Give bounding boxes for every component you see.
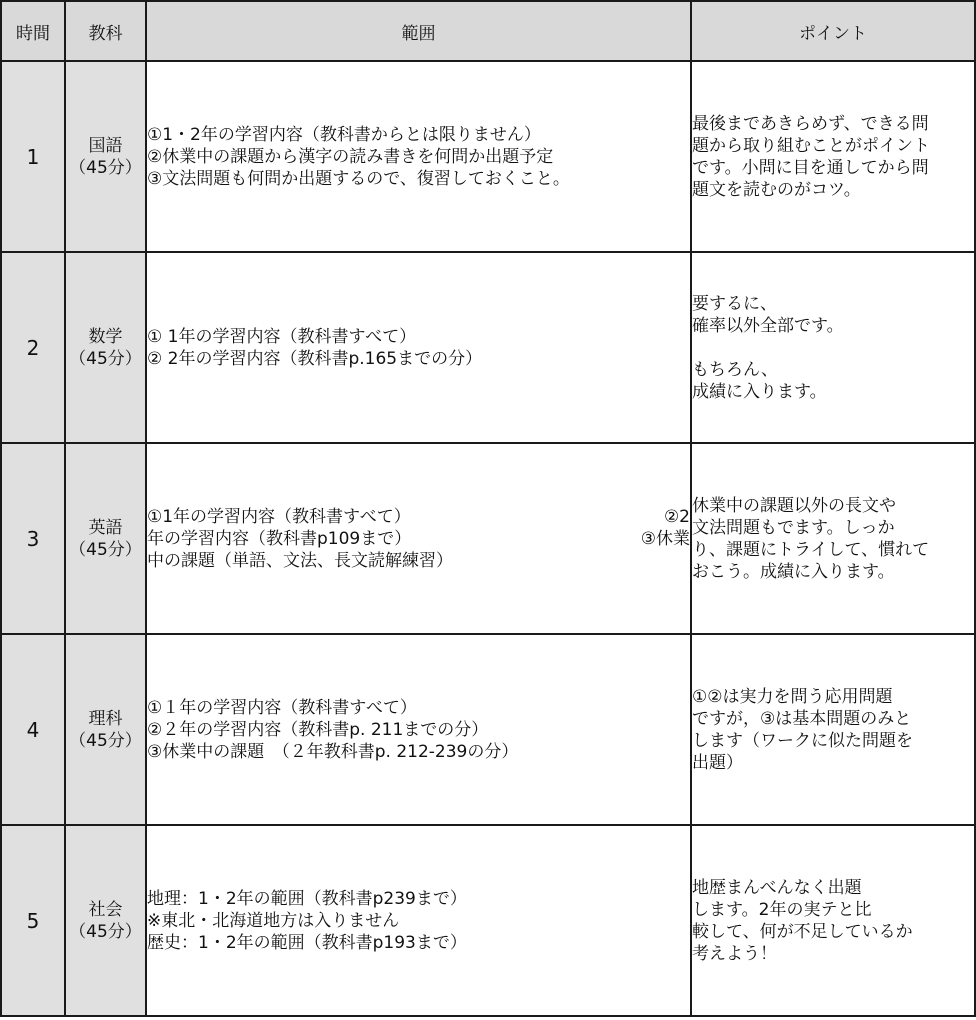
subject-cell — [65, 825, 146, 1016]
point-line: です。小問に目を通してから問 — [692, 157, 929, 178]
period-cell: 3 — [1, 443, 65, 634]
table-row — [1, 634, 975, 825]
range-line: ②休業中の課題から漢字の読み書きを何問か出題予定 — [147, 146, 554, 167]
range-line: ③休業中の課題 （２年教科書p. 212-239の分） — [147, 741, 519, 762]
point-line: 地歴まんべんなく出題 — [692, 877, 862, 898]
header-range: 範囲 — [146, 1, 691, 61]
range-line: ※東北・北海道地方は入りません — [147, 910, 400, 931]
table-header — [1, 1, 975, 61]
table-row — [1, 825, 975, 1016]
table-row — [1, 252, 975, 443]
range-line: ①1年の学習内容（教科書すべて） — [147, 506, 411, 527]
range-line: ② 2年の学習内容（教科書p.165までの分） — [147, 348, 483, 369]
range-line: ③文法問題も何問か出題するので、復習しておくこと。 — [147, 168, 570, 189]
subject-duration: （45分） — [69, 348, 142, 369]
subject-cell — [65, 634, 146, 825]
range-line-tail: ③休業 — [640, 528, 690, 549]
point-cell — [691, 252, 975, 443]
subject-duration: （45分） — [69, 730, 142, 751]
range-cell — [146, 252, 691, 443]
header-point: ポイント — [691, 1, 975, 61]
header-period: 時間 — [1, 1, 65, 61]
range-cell — [146, 825, 691, 1016]
point-line: ①②は実力を問う応用問題 — [692, 686, 893, 707]
header-subject: 教科 — [65, 1, 146, 61]
point-line: します。2年の実テと比 — [692, 899, 872, 920]
subject-cell — [65, 61, 146, 252]
point-line: 考えよう！ — [692, 943, 777, 964]
table-body — [1, 61, 975, 1016]
point-line: 最後まであきらめず、できる問 — [692, 113, 929, 134]
range-line: 地理：1・2年の範囲（教科書p239まで） — [147, 888, 467, 909]
point-line: 題から取り組むことがポイント — [692, 135, 930, 156]
point-line: 較して、何が不足しているか — [692, 921, 913, 942]
period-cell: 1 — [1, 61, 65, 252]
range-cell — [146, 61, 691, 252]
subject-name: 理科 — [88, 708, 123, 729]
subject-cell — [65, 252, 146, 443]
point-line: 確率以外全部です。 — [692, 315, 844, 336]
range-line: ①１年の学習内容（教科書すべて） — [147, 697, 417, 718]
period-cell: 4 — [1, 634, 65, 825]
subject-duration: （45分） — [69, 921, 142, 942]
subject-duration: （45分） — [69, 157, 142, 178]
subject-name: 国語 — [88, 135, 123, 156]
point-line: 成績に入ります。 — [692, 381, 827, 402]
period-cell: 2 — [1, 252, 65, 443]
range-cell — [146, 634, 691, 825]
point-line: もちろん、 — [692, 359, 779, 380]
header-row — [1, 1, 975, 61]
range-cell — [146, 443, 691, 634]
point-line: り、課題にトライして、慣れて — [692, 539, 930, 560]
period-cell: 5 — [1, 825, 65, 1016]
subject-cell — [65, 443, 146, 634]
point-line: 題文を読むのがコツ。 — [692, 179, 861, 200]
point-cell — [691, 443, 975, 634]
range-line: 年の学習内容（教科書p109まで） — [147, 528, 412, 549]
point-cell — [691, 825, 975, 1016]
range-line-tail: ②2 — [663, 506, 690, 527]
point-line: します（ワークに似た問題を — [692, 730, 913, 751]
subject-duration: （45分） — [69, 539, 142, 560]
subject-name: 数学 — [88, 326, 123, 347]
point-line: 文法問題もでます。しっか — [692, 517, 895, 538]
point-cell — [691, 634, 975, 825]
point-line: 要するに、 — [692, 293, 777, 314]
subject-name: 英語 — [88, 517, 123, 538]
range-line-split — [147, 506, 690, 528]
point-line: 休業中の課題以外の長文や — [692, 495, 896, 516]
range-line: 歴史：1・2年の範囲（教科書p193まで） — [147, 932, 467, 953]
point-line: ですが，③は基本問題のみと — [692, 708, 912, 729]
range-line: ①1・2年の学習内容（教科書からとは限りません） — [147, 124, 541, 145]
table-row — [1, 443, 975, 634]
table-row — [1, 61, 975, 252]
range-line: ②２年の学習内容（教科書p. 211までの分） — [147, 719, 489, 740]
subject-name: 社会 — [88, 899, 123, 920]
point-cell — [691, 61, 975, 252]
point-line: おこう。成績に入ります。 — [692, 561, 895, 582]
point-spacer — [692, 337, 974, 359]
range-line-split — [147, 528, 690, 550]
range-line: 中の課題（単語、文法、長文読解練習） — [147, 550, 453, 571]
range-line: ① 1年の学習内容（教科書すべて） — [147, 326, 417, 347]
point-line: 出題） — [692, 752, 743, 773]
